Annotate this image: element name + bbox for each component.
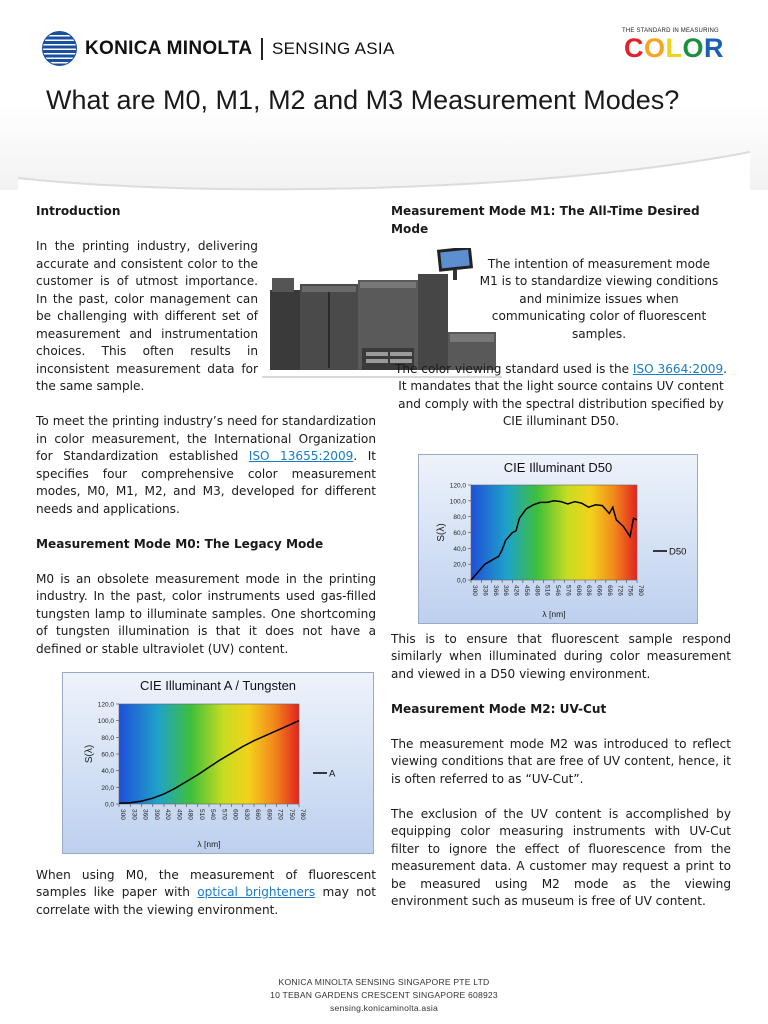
x-tick-label: 390 [152,809,160,820]
m0-paragraph-2 [36,867,376,920]
plot-area [119,704,299,804]
page-title: What are M0, M1, M2 and M3 Measurement Modes? [46,85,680,115]
x-tick-label: 300 [471,585,478,596]
y-tick-label: 100,0 [97,718,114,726]
x-tick-label: 480 [186,809,194,820]
m0-paragraph-1: M0 is an obsolete measurement mode in the printing industry. In the past, color instruments used gas-filled tungsten lamp to illuminate samples. One shortcoming of tungsten illumination is that it does not have a defined or stable ultraviolet (UV) content. [36,571,376,656]
x-tick-label: 696 [605,585,613,596]
intro-paragraph-2 [36,413,376,518]
x-tick-label: 510 [197,809,205,820]
m1-paragraph-3: This is to ensure that fluorescent sample respond similarly when illuminated during color measurement and viewed in a D50 viewing environment. [391,631,731,681]
x-tick-label: 450 [175,809,183,820]
color-letter: O [682,33,705,63]
x-tick-label: 720 [276,809,284,820]
x-tick-label: 690 [265,809,273,820]
brand-divider [261,38,263,60]
brand-logo [42,31,395,66]
y-tick-label: 80,0 [101,734,114,742]
intro-paragraph-1-text: In the printing industry, delivering accurate and consistent color to the customer is of utmost importance. In the past, color management can be challenging with different set of measurement and instrumentation choices. This often results in inconsistent measurement data for the same sample. [36,239,258,393]
x-tick-label: 426 [512,585,520,596]
legend-label: D50 [669,546,687,558]
chart-illuminant-a [62,672,374,854]
x-tick-label: 636 [585,585,593,596]
x-tick-label: 750 [287,809,295,820]
intro-paragraph-2-text-a: To meet the printing industry’s need for standardization in color measurement, the International Organization for Standardization established [36,414,376,463]
plot-area [471,485,637,580]
m1-paragraph-2-text-a: The color viewing standard used is the [394,361,633,376]
x-tick-label: 396 [502,585,510,596]
x-tick-label: 606 [574,585,582,596]
x-tick-label: 780 [637,585,644,596]
iso-3664-link[interactable]: ISO 3664:2009 [632,361,724,376]
y-tick-label: 80,0 [453,514,466,522]
x-tick-label: 570 [220,809,228,820]
optical-brighteners-link[interactable]: optical brighteners [197,885,316,899]
x-tick-label: 546 [554,585,561,596]
x-tick-label: 666 [595,585,603,596]
color-letter: R [704,33,725,63]
m1-paragraph-2 [391,361,731,431]
y-tick-label: 0,0 [456,577,466,585]
chart-title: CIE Illuminant D50 [503,460,613,475]
chart-title: CIE Illuminant A / Tungsten [139,678,297,693]
division-name: SENSING ASIA [271,38,395,58]
x-tick-label: 456 [522,585,530,596]
y-tick-label: 100,0 [449,498,466,506]
y-tick-label: 20,0 [101,784,114,792]
color-letter: O [644,33,666,63]
x-tick-label: 366 [491,585,499,596]
color-tagline: THE STANDARD IN MEASURING [622,28,719,34]
m2-paragraph-1: The measurement mode M2 was introduced to reflect viewing conditions that are free of UV content, hence, it is often referred to as “UV-Cut”. [391,736,731,786]
x-tick-label: 540 [209,809,216,820]
m2-paragraph-2: The exclusion of the UV content is accomplished by equipping color measuring instruments with UV-Cut filter to ignore the effect of fluorescence from the measurement data. A customer may request a print to be measured using M2 mode as the viewing environment such as museum is free of UV content. [391,806,731,908]
m0-paragraph-2-text-a: When using M0, the measurement of fluorescent samples like paper with [36,867,376,899]
y-axis-label: S(λ) [436,523,447,542]
y-tick-label: 0,0 [104,801,114,809]
chart-illuminant-d50-svg [419,455,697,623]
chart-illuminant-d50 [418,454,698,624]
m1-paragraph-2-text-b: . It mandates that the light source contains UV content and comply with the spectral distribution specified by CIE illuminant D50. [398,361,728,428]
x-tick-label: 756 [626,585,634,596]
m1-paragraph-1: The intention of measurement mode M1 is to standardize viewing conditions and minimize issues when communicating color of fluorescent samples. [479,256,719,341]
footer [0,976,768,1015]
footer-address: 10 TEBAN GARDENS CRESCENT SINGAPORE 608923 [270,990,498,1000]
x-tick-label: 780 [299,809,306,820]
y-axis-label: S(λ) [84,744,95,764]
y-tick-label: 60,0 [453,530,466,537]
x-tick-label: 576 [564,585,572,596]
x-axis-label: λ [nm] [197,839,221,849]
y-tick-label: 20,0 [453,561,466,569]
color-wordmark [624,34,724,62]
x-tick-label: 630 [242,809,250,820]
m0-heading: Measurement Mode M0: The Legacy Mode [36,536,324,551]
konica-minolta-globe-icon [42,31,77,66]
y-tick-label: 120,0 [449,482,466,490]
y-tick-label: 40,0 [101,768,114,776]
x-tick-label: 600 [231,809,239,820]
legend-label: A [329,768,336,780]
x-tick-label: 336 [481,585,489,596]
color-letter: C [624,33,644,63]
x-tick-label: 486 [533,585,541,596]
y-tick-label: 120,0 [97,701,114,709]
x-tick-label: 300 [119,809,126,820]
m0-paragraph-2-text-b: may not correlate with the viewing environment. [36,885,377,917]
m1-heading: Measurement Mode M1: The All-Time Desired Mode [391,204,700,236]
x-tick-label: 660 [254,809,261,820]
intro-paragraph-2-text-b: . It specifies four comprehensive color measurement modes, M0, M1, M2, and M3, developed for different needs and applications. [36,449,377,516]
footer-website: sensing.konicaminolta.asia [330,1003,438,1013]
y-tick-label: 40,0 [453,545,466,553]
color-letter: L [665,33,683,63]
chart-illuminant-a-svg [63,673,373,853]
footer-company: KONICA MINOLTA SENSING SINGAPORE PTE LTD [278,977,490,987]
x-tick-label: 516 [543,585,551,596]
y-tick-label: 60,0 [101,751,114,759]
brand-name: KONICA MINOLTA [85,37,253,59]
intro-heading: Introduction [36,204,121,218]
x-tick-label: 726 [616,585,624,596]
x-tick-label: 420 [164,809,171,820]
x-tick-label: 360 [141,809,149,820]
m2-heading: Measurement Mode M2: UV-Cut [391,701,607,716]
iso-13655-link[interactable]: ISO 13655:2009 [248,449,354,463]
x-tick-label: 330 [130,809,138,820]
x-axis-label: λ [nm] [542,609,566,619]
